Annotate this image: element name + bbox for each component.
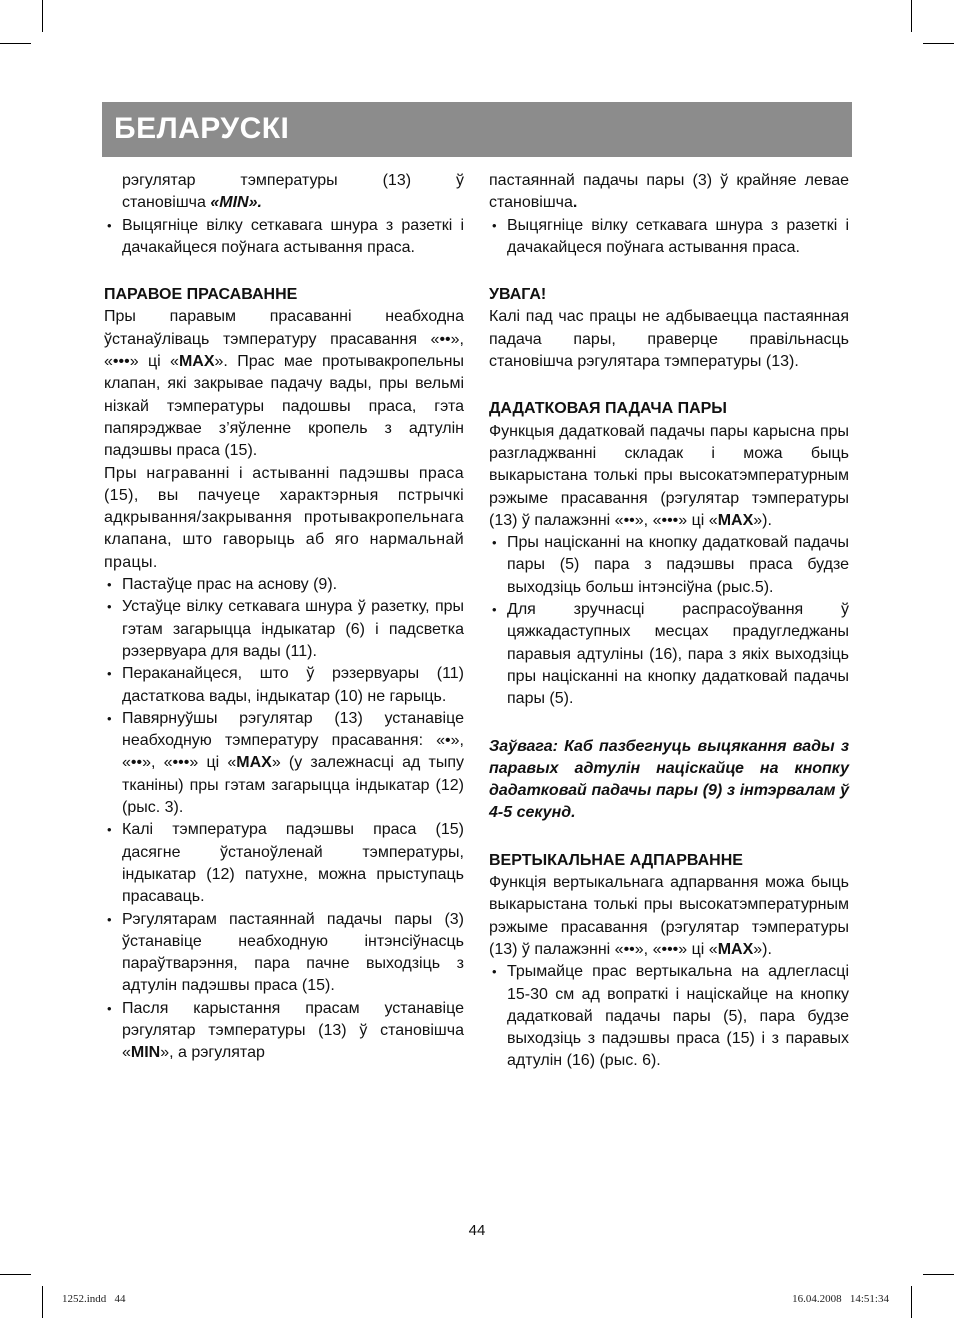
- paragraph: [489, 170, 849, 215]
- text-bold: .: [572, 194, 578, 212]
- crop-mark: [0, 1274, 31, 1275]
- bullet-item: • Устаўце вілку сеткавага шнура ў разетку, пры гэтам загарыцца індыкатар (6) і падсветка рэзервуара для вады (11).: [104, 596, 464, 663]
- text: », а рэгулятар: [160, 1044, 265, 1062]
- crop-mark: [911, 0, 912, 32]
- page-title: БЕЛАРУСКІ: [114, 112, 290, 145]
- bullet-item: • Пераканайцеся, што ў рэзервуары (11) дастаткова вады, індыкатар (10) не гарыць.: [104, 663, 464, 708]
- paragraph: [104, 192, 464, 214]
- crop-mark: [42, 0, 43, 32]
- page-number: 44: [468, 1222, 486, 1239]
- text-bold: MAX: [717, 511, 754, 529]
- text-bold: MIN: [130, 1044, 161, 1062]
- text: Функцыя дадатковай падачы пары карысна пры разгладжванні складак і можа быць выкарыстана толькі пры высокатэмпературным рэжыме прасавання (рэгулятар тэмпературы (13) ў палажэнні «••», «•••» ці «: [489, 422, 849, 529]
- text: рэгулятар тэмпературы (13) ў: [122, 172, 464, 189]
- crop-mark: [42, 1286, 43, 1318]
- bullet-item: • Пры націсканні на кнопку дадатковай падачы пары (5) пара з падэшвы праса будзе выходзіць больш інтэнсіўна (рыс.5).: [489, 532, 849, 599]
- bullet-item: • Пастаўце прас на аснову (9).: [104, 574, 464, 596]
- paragraph: [489, 872, 849, 961]
- right-column: [489, 170, 849, 1073]
- section-heading: ВЕРТЫКАЛЬНАЕ АДПАРВАННЕ: [489, 851, 743, 869]
- section-heading: ПАРАВОЕ ПРАСАВАННЕ: [104, 286, 298, 304]
- crop-mark: [0, 43, 31, 44]
- crop-mark: [923, 1274, 954, 1275]
- text: становішча: [122, 194, 211, 212]
- section-header-bar: [102, 102, 852, 157]
- crop-mark: [911, 1286, 912, 1318]
- text: »).: [753, 940, 772, 958]
- paragraph: [104, 306, 464, 462]
- text: Пасля карыстання прасам устанавіце рэгулятар тэмпературы (13) ў становішча «: [122, 999, 464, 1062]
- paragraph: [104, 170, 464, 192]
- text: » (у залежнасці ад тыпу тканіны) пры гэтам загарыцца індыкатар (12) (рыс. 3).: [122, 754, 464, 817]
- text: »).: [753, 511, 772, 529]
- text: пастаяннай падачы пары (3) ў крайняе левае становішча: [489, 172, 849, 212]
- bullet-item: • Выцягніце вілку сеткавага шнура з разеткі і дачакайцеся поўнага астывання праса.: [489, 215, 849, 260]
- bullet-item: [104, 708, 464, 819]
- text-bold: MAX: [717, 940, 754, 958]
- bullet-item: [104, 998, 464, 1065]
- paragraph: [489, 421, 849, 532]
- text-bold: MAX: [236, 754, 272, 772]
- crop-mark: [923, 43, 954, 44]
- paragraph: Пры награванні і астыванні падэшвы праса (15), вы пачуеце характэрныя пстрычкі адкрывання/закрывання протывакропельнага клапана, што гаворыць аб яго нармальнай працы.: [104, 464, 464, 571]
- section-heading: ДАДАТКОВАЯ ПАДАЧА ПАРЫ: [489, 400, 727, 418]
- text-bold: «MIN».: [210, 194, 262, 212]
- bullet-item: • Для зручнасці распрасоўвання ў цяжкадаступных месцах прадугледжаны паравыя адтуліны (16), пара з якіх выходзіць пры націсканні на кнопку дадатковай падачы пары (5).: [489, 599, 849, 710]
- text: Функція вертыкальнага адпарвання можа быць выкарыстана толькі пры высокатэмпературным рэжыме прасавання (рэгулятар тэмпературы (13) ў палажэнні «••», «•••» ці «: [489, 874, 849, 958]
- bullet-item: • Трымайце прас вертыкальна на адлегласці 15-30 см ад вопраткі і націскайце на кнопку дадатковай падачы пары (5), пара будзе выходзіць з падэшвы праса (15) і з паравых адтулін (16) (рыс. 6).: [489, 961, 849, 1072]
- text-bold: MAX: [178, 353, 215, 371]
- note-text: Заўвага: Каб пазбегнуць выцякання вады з паравых адтулін націскайце на кнопку дадатковай падачы пары (9) з інтэрвалам ў 4-5 секунд.: [489, 737, 849, 822]
- bullet-item: • Калі тэмпература падэшвы праса (15) дасягне ўстаноўленай тэмпературы, індыкатар (12) патухне, можна прыступаць прасаваць.: [104, 819, 464, 908]
- section-heading: УВАГА!: [489, 286, 547, 304]
- date-slug: 16.04.2008 14:51:34: [792, 1293, 889, 1305]
- bullet-item: • Рэгулятарам пастаяннай падачы пары (3) ўстанавіце неабходную інтэнсіўнасць параўтварэння, пара пачне выходзіць з адтулін падэшвы праса (15).: [104, 909, 464, 998]
- text: ». Прас мае протывакропельны клапан, які закрывае падачу вады, пры вельмі нізкай тэмпературы падошвы праса, гэта папярэджвае з’яўленне кропель з адтулін падэшвы праса (15).: [104, 353, 465, 460]
- left-column: [104, 170, 464, 1065]
- bullet-item: • Выцягніце вілку сеткавага шнура з разеткі і дачакайцеся поўнага астывання праса.: [104, 215, 464, 260]
- file-slug: 1252.indd 44: [62, 1293, 126, 1305]
- text: Павярнуўшы рэгулятар (13) устанавіце неабходную тэмпературу прасавання: «•», «••», «•••» ці «: [122, 709, 464, 772]
- paragraph: Калі пад час працы не адбываецца пастаянная падача пары, праверце правільнасць становішча рэгулятара тэмпературы (13).: [489, 308, 849, 371]
- text: Пры паравым прасаванні неабходна ўстанаўліваць тэмпературу прасавання «••», «•••» ці «: [104, 308, 464, 371]
